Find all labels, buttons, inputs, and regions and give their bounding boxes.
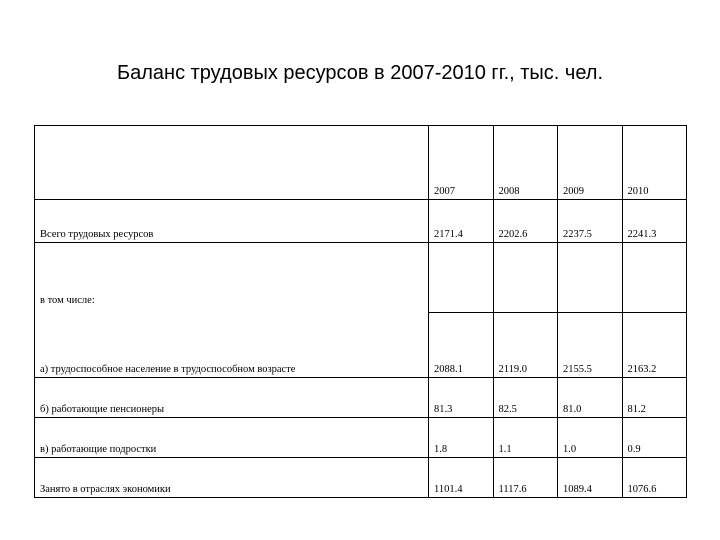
cell-value: 1.0: [558, 418, 623, 458]
cell-value: 2088.1: [429, 313, 494, 378]
cell-value: 81.2: [622, 378, 687, 418]
cell-value: 2202.6: [493, 200, 558, 243]
slide-title: Баланс трудовых ресурсов в 2007-2010 гг., тыс. чел.: [116, 62, 603, 84]
row-label: Всего трудовых ресурсов: [35, 200, 429, 243]
cell-value: 81.0: [558, 378, 623, 418]
cell-value: 1101.4: [429, 458, 494, 498]
year-header: 2009: [558, 126, 623, 200]
cell-value: 81.3: [429, 378, 494, 418]
cell-value: 2171.4: [429, 200, 494, 243]
row-label: б) работающие пенсионеры: [35, 378, 429, 418]
table-row: [35, 458, 687, 498]
cell-value: 1.1: [493, 418, 558, 458]
cell-value: 1117.6: [493, 458, 558, 498]
cell-value: 2241.3: [622, 200, 687, 243]
labor-balance-table: [34, 125, 687, 498]
cell-value: 1089.4: [558, 458, 623, 498]
table-row: [35, 200, 687, 243]
cell-empty: [429, 243, 494, 313]
table-row: [35, 378, 687, 418]
header-row: [35, 126, 687, 200]
year-header: 2008: [493, 126, 558, 200]
cell-value: 2237.5: [558, 200, 623, 243]
table-row: [35, 418, 687, 458]
row-label-text: в том числе:: [40, 295, 95, 306]
cell-empty: [493, 243, 558, 313]
row-label: в) работающие подростки: [35, 418, 429, 458]
header-empty-cell: [35, 126, 429, 200]
cell-value: 2163.2: [622, 313, 687, 378]
year-header: 2010: [622, 126, 687, 200]
cell-value: 1076.6: [622, 458, 687, 498]
cell-empty: [558, 243, 623, 313]
row-label: а) трудоспособное население в трудоспособном возрасте: [40, 364, 296, 375]
row-label-including: [35, 243, 429, 378]
cell-empty: [622, 243, 687, 313]
cell-value: 0.9: [622, 418, 687, 458]
cell-value: 82.5: [493, 378, 558, 418]
cell-value: 1.8: [429, 418, 494, 458]
row-label: Занято в отраслях экономики: [35, 458, 429, 498]
year-header: 2007: [429, 126, 494, 200]
table-row: [35, 243, 687, 313]
cell-value: 2155.5: [558, 313, 623, 378]
cell-value: 2119.0: [493, 313, 558, 378]
